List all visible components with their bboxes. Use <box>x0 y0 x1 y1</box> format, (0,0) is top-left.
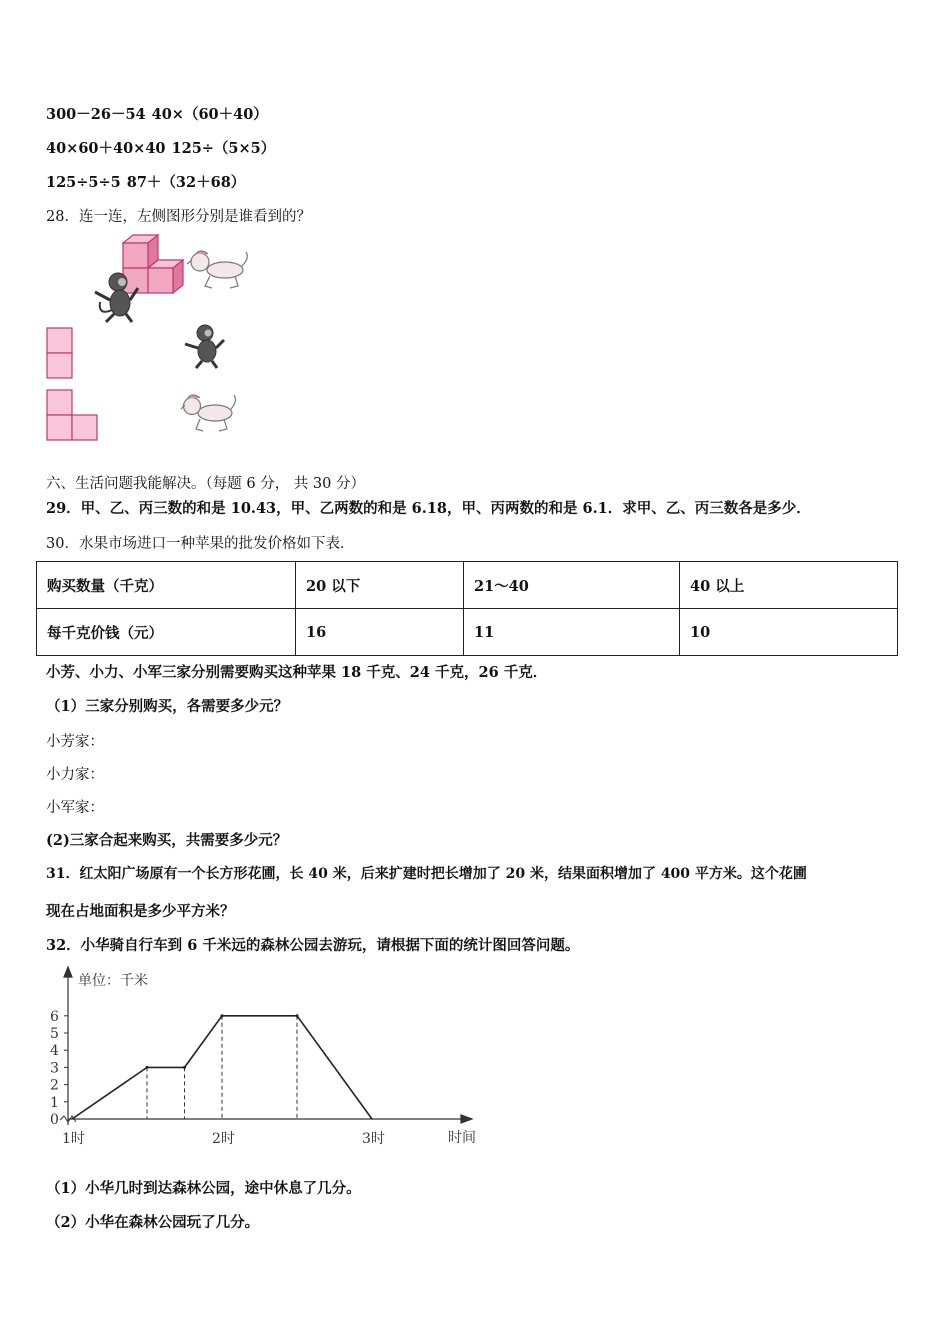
x-tick-label: 1时 <box>62 1131 85 1147</box>
q28-figure <box>40 230 260 450</box>
table-cell: 40 以上 <box>680 562 898 609</box>
dog-icon <box>187 251 247 288</box>
distance-time-chart <box>40 963 500 1153</box>
q31-line2: 现在占地面积是多少平方米？ <box>46 903 235 920</box>
exercise-row-1 <box>46 103 268 124</box>
y-axis-label: 单位：千米 <box>78 973 148 989</box>
y-tick-label: 1 <box>50 1094 59 1111</box>
dog-icon <box>181 395 235 431</box>
q32-sub2: （2）小华在森林公园玩了几分。 <box>46 1214 260 1231</box>
expr: 40×（60＋40） <box>151 106 268 123</box>
expr: 87＋（32＋68） <box>126 174 246 191</box>
section6-heading: 六、生活问题我能解决。（每题 6 分， 共 30 分） <box>46 476 365 492</box>
q32-sub1: （1）小华几时到达森林公园，途中休息了几分。 <box>46 1180 361 1197</box>
q28-text: 28．连一连，左侧图形分别是谁看到的？ <box>46 209 311 225</box>
x-tick-label: 3时 <box>362 1131 385 1147</box>
expr: 125÷（5×5） <box>171 140 276 157</box>
x-axis-arrow <box>461 1115 472 1123</box>
q31-line1: 31．红太阳广场原有一个长方形花圃，长 40 米，后来扩建时把长增加了 20 米，结果面积增加了 400 平方米。这个花圃 <box>46 866 807 882</box>
y-tick-label: 2 <box>50 1077 59 1094</box>
answer-jun: 小军家： <box>46 800 104 816</box>
table-cell: 20 以下 <box>296 562 464 609</box>
x-tick-label: 2时 <box>212 1131 235 1147</box>
table-cell: 16 <box>296 609 464 656</box>
price-table <box>36 561 898 656</box>
exercise-row-2 <box>46 137 275 158</box>
x-axis-label: 时间 <box>448 1130 476 1146</box>
view-l-shape <box>47 390 97 440</box>
y-tick-label: 3 <box>50 1060 59 1077</box>
cube-structure <box>123 235 183 293</box>
q32-text: 32．小华骑自行车到 6 千米远的森林公园去游玩，请根据下面的统计图回答问题。 <box>46 937 580 954</box>
table-cell: 11 <box>464 609 680 656</box>
q30-intro: 30．水果市场进口一种苹果的批发价格如下表． <box>46 536 355 552</box>
y-axis-arrow <box>64 967 72 977</box>
expr: 125÷5÷5 <box>46 174 121 191</box>
answer-fang: 小芳家： <box>46 734 104 750</box>
q30-sub1: （1）三家分别购买，各需要多少元？ <box>46 698 289 715</box>
q29-text: 29．甲、乙、丙三数的和是 10.43，甲、乙两数的和是 6.18，甲、丙两数的和是 6.1．求甲、乙、丙三数各是多少． <box>46 500 811 517</box>
table-cell: 购买数量（千克） <box>37 562 296 609</box>
y-tick-label: 5 <box>50 1026 59 1042</box>
table-cell: 10 <box>680 609 898 656</box>
y-tick-label: 0 <box>50 1112 59 1128</box>
y-tick-label: 4 <box>50 1043 59 1060</box>
view-vertical-two <box>47 328 72 378</box>
exercise-row-3 <box>46 171 245 192</box>
table-cell: 21～40 <box>464 562 680 609</box>
answer-li: 小力家： <box>46 767 104 783</box>
table-row <box>37 609 898 656</box>
q30-desc: 小芳、小力、小军三家分别需要购买这种苹果 18 千克、24 千克，26 千克． <box>46 664 548 681</box>
table-cell: 每千克价钱（元） <box>37 609 296 656</box>
table-row <box>37 562 898 609</box>
y-tick-label: 6 <box>50 1008 59 1025</box>
expr: 40×60＋40×40 <box>46 140 166 157</box>
monkey-icon <box>185 325 224 368</box>
q30-sub2: (2)三家合起来购买，共需要多少元？ <box>46 832 288 849</box>
expr: 300－26－54 <box>46 106 146 123</box>
